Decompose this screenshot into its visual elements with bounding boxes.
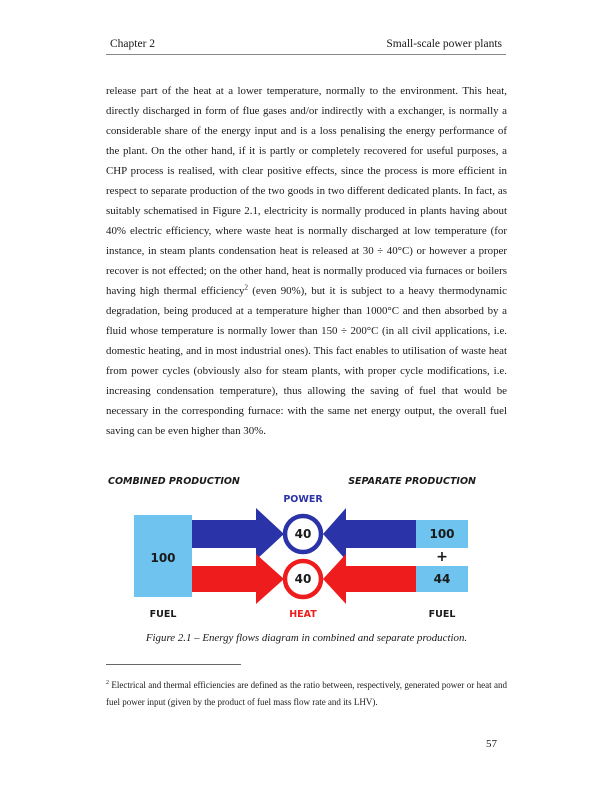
body-text-part2: (even 90%), but it is subject to a heavy thermodynamic degradation, being produced at a temperature higher than 1000°C and then absorbed by a fluid whose temperature is normally lower than 150 ÷ 200°C (in all civil applications, i.e. domestic heating, and in most industrial ones). This fact enables to utilisation of waste heat from power cycles (obviously also for steam plants, with proper cycle modifications, i.e. increasing condensation temperature), thus allowing the saving of fuel that would be necessary in the corresponding furnace: with the same net energy output, the overall fuel saving can be even higher than 30%. [106, 285, 507, 437]
separate-power-fuel-value: 100 [429, 527, 455, 541]
energy-flow-svg [106, 470, 506, 620]
combined-power-arrow [192, 508, 284, 560]
combined-production-title: COMBINED PRODUCTION [108, 476, 240, 487]
body-text-part1: release part of the heat at a lower temperature, normally to the environment. This heat, directly discharged in form of flue gases and/or indirectly with a exchanger, is normally a considerable share of the energy input and is a loss penalising the energy performance of the plant. On the other hand, if it is partly or completely recovered for useful purposes, a CHP process is realised, with clear positive effects, since the process is more efficient in respect to separate production of the two goods in two different dedicated plants. In fact, as suitably schematised in Figure 2.1, electricity is normally produced in plants having about 40% electric efficiency, where waste heat is normally discharged at low temperature (for instance, in steam plants condensation heat is released at 30 ÷ 40°C) or however a proper recover is not effected; on the other hand, heat is normally produced via furnaces or boilers having high thermal efficiency [106, 85, 507, 297]
combined-fuel-value: 100 [150, 551, 176, 565]
footnote-number: 2 [106, 680, 109, 686]
heat-label: HEAT [289, 609, 317, 620]
footnote [106, 677, 507, 711]
combined-heat-arrow [192, 554, 284, 604]
figure-caption: Figure 2.1 – Energy flows diagram in combined and separate production. [145, 632, 468, 644]
footnote-text: Electrical and thermal efficiencies are defined as the ratio between, respectively, generated power or heat and fuel power input (given by the product of fuel mass flow rate and its LHV). [106, 680, 507, 707]
chapter-label: Chapter 2 [110, 38, 156, 50]
energy-flow-diagram [106, 470, 506, 620]
separate-heat-fuel-value: 44 [433, 572, 451, 586]
heat-value: 40 [294, 572, 312, 586]
power-label: POWER [283, 494, 323, 505]
power-value: 40 [294, 527, 312, 541]
footnote-reference[interactable]: 2 [244, 283, 248, 292]
separate-production-title: SEPARATE PRODUCTION [348, 476, 476, 487]
running-header [106, 38, 506, 55]
separate-heat-arrow [323, 554, 416, 604]
plus-sign: + [436, 549, 448, 565]
page-number: 57 [486, 738, 497, 750]
section-title: Small-scale power plants [386, 38, 502, 50]
fuel-left-label: FUEL [149, 609, 177, 620]
fuel-right-label: FUEL [428, 609, 456, 620]
separate-power-arrow [323, 508, 416, 560]
body-paragraph [106, 81, 507, 441]
footnote-divider [106, 664, 241, 665]
